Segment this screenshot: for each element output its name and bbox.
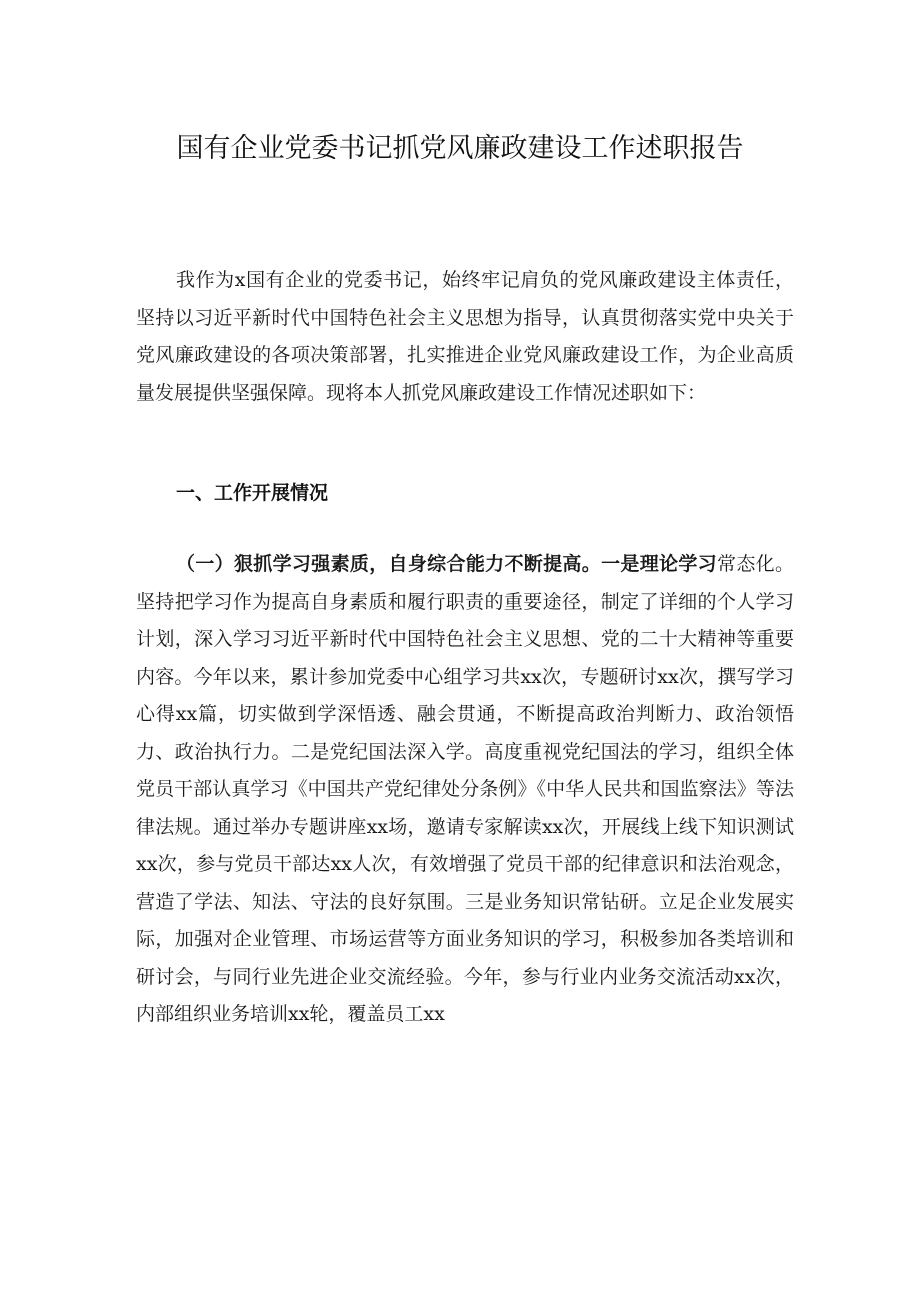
body-paragraph: [136, 546, 794, 1034]
section-heading: 一、工作开展情况: [176, 482, 329, 504]
intro-paragraph: 我作为x国有企业的党委书记，始终牢记肩负的党风廉政建设主体责任，坚持以习近平新时代中国特色社会主义思想为指导，认真贯彻落实党中央关于党风廉政建设的各项决策部署，扎实推进企业党风廉政建设工作，为企业高质量发展提供坚强保障。现将本人抓党风廉政建设工作情况述职如下：: [136, 269, 794, 404]
document-title: 国有企业党委书记抓党风廉政建设工作述职报告: [176, 133, 744, 164]
paragraph-lead: （一）狠抓学习强素质，自身综合能力不断提高。一是理论学习: [176, 553, 718, 575]
paragraph-body: 常态化。坚持把学习作为提高自身素质和履行职责的重要途径，制定了详细的个人学习计划，深入学习习近平新时代中国特色社会主义思想、党的二十大精神等重要内容。今年以来，累计参加党委中心组学习共xx次，专题研讨xx次，撰写学习心得xx篇，切实做到学深悟透、融会贯通，不断提高政治判断力、政治领悟力、政治执行力。二是党纪国法深入学。高度重视党纪国法的学习，组织全体党员干部认真学习《中国共产党纪律处分条例》《中华人民共和国监察法》等法律法规。通过举办专题讲座xx场，邀请专家解读xx次，开展线上线下知识测试xx次，参与党员干部达xx人次，有效增强了党员干部的纪律意识和法治观念，营造了学法、知法、守法的良好氛围。三是业务知识常钻研。立足企业发展实际，加强对企业管理、市场运营等方面业务知识的学习，积极参加各类培训和研讨会，与同行业先进企业交流经验。今年，参与行业内业务交流活动xx次，内部组织业务培训xx轮，覆盖员工xx: [136, 553, 794, 1025]
